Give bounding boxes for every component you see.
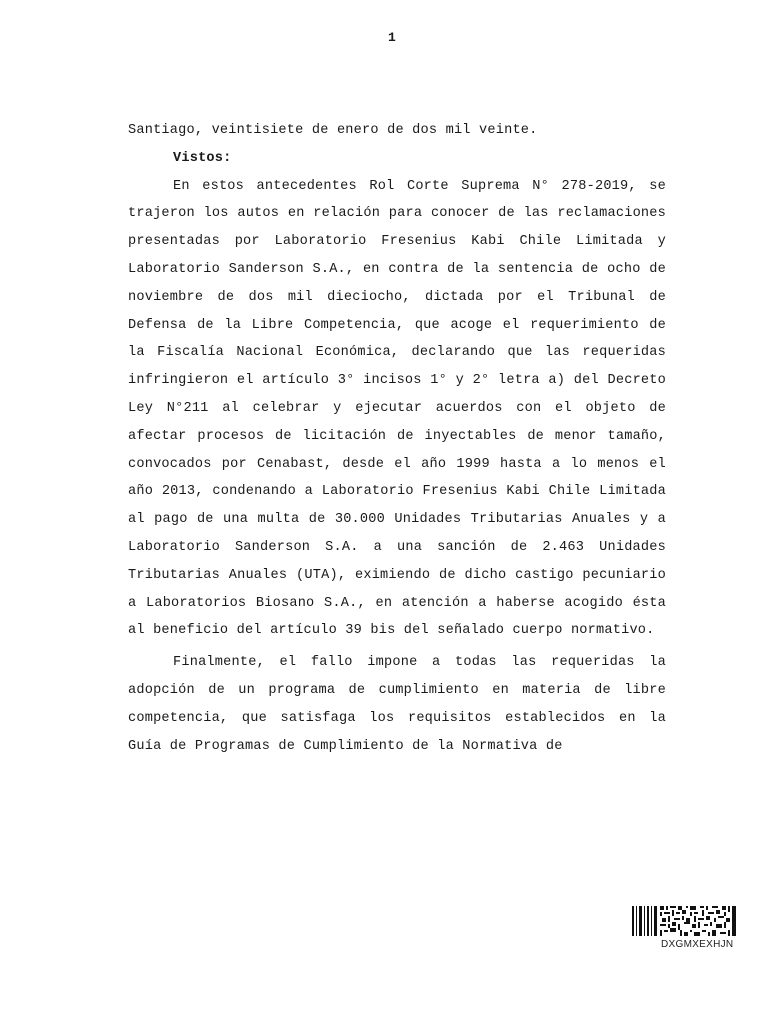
paragraph-finalmente: Finalmente, el fallo impone a todas las requeridas la adopción de un programa de cumplimiento en materia de libre competencia, que satisfaga los requisitos establecidos en la Guía de Programas de Cumplimiento de la Normativa de <box>128 655 666 754</box>
document-date-line: Santiago, veintisiete de enero de dos mil veinte. <box>128 123 538 138</box>
page-number: 1 <box>388 30 396 45</box>
section-heading-vistos: Vistos: <box>173 150 232 166</box>
paragraph-antecedentes: En estos antecedentes Rol Corte Suprema N° 278-2019, se trajeron los autos en relación para conocer de las reclamaciones presentadas por Laboratorio Fresenius Kabi Chile Limitada y Laboratorio Sanderson S.A., en contra de la sentencia de ocho de noviembre de dos mil dieciocho, dictada por el Tribunal de Defensa de la Libre Competencia, que acoge el requerimiento de la Fiscalía Nacional Económica, declarando que las requeridas infringieron el artículo 3° incisos 1° y 2° letra a) del Decreto Ley N°211 al celebrar y ejecutar acuerdos con el objeto de afectar procesos de licitación de inyectables de menor tamaño, convocados por Cenabast, desde el año 1999 hasta a lo menos el año 2013, condenando a Laboratorio Fresenius Kabi Chile Limitada al pago de una multa de 30.000 Unidades Tributarias Anuales y a Laboratorio Sanderson S.A. a una sanción de 2.463 Unidades Tributarias Anuales (UTA), eximiendo de dicho castigo pecuniario a Laboratorios Biosano S.A., en atención a haberse acogido ésta al beneficio del artículo 39 bis del señalado cuerpo normativo. <box>128 178 666 639</box>
document-body <box>128 117 666 760</box>
verification-barcode-icon <box>632 906 742 958</box>
verification-code: DXGMXEXHJN <box>661 939 734 950</box>
